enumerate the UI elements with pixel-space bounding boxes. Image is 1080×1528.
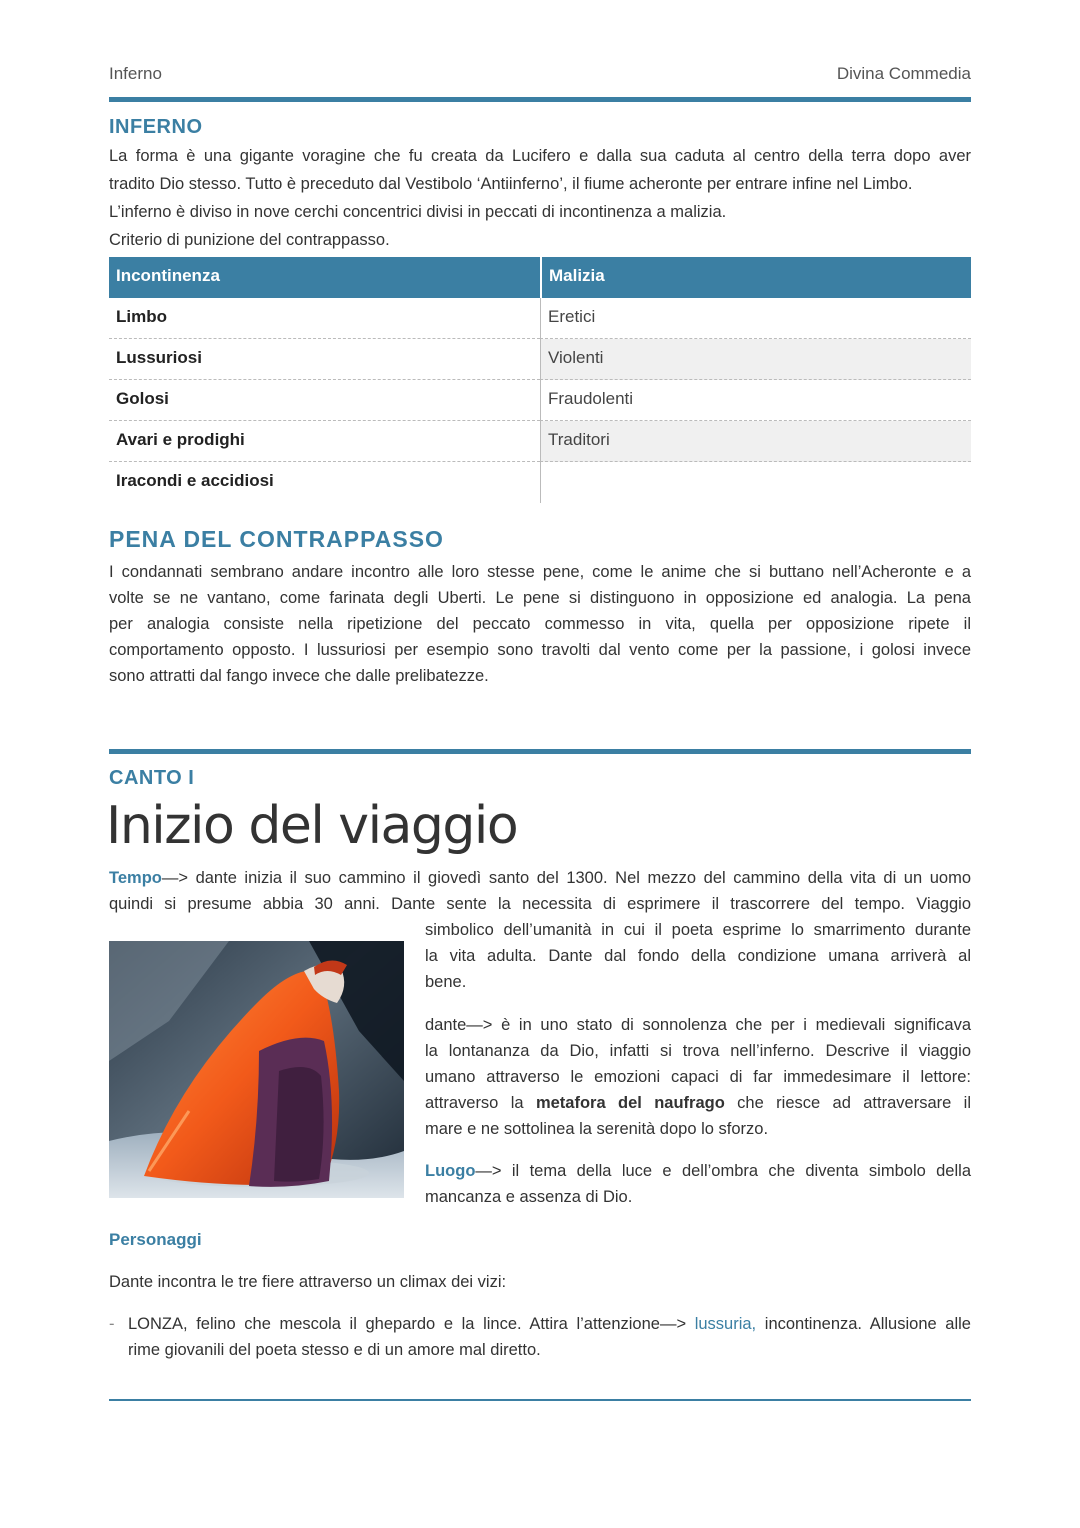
lonza-arrow: —> [659, 1315, 687, 1333]
section-rule [109, 749, 971, 754]
dante-label: dante [425, 1016, 467, 1034]
tempo-side-line: simbolico dell’umanità in cui il poeta esprime lo smarrimento durante [425, 921, 971, 939]
dante-arrow: —> [466, 1016, 493, 1034]
luogo-arrow: —> [475, 1162, 502, 1180]
inferno-line: Criterio di punizione del contrappasso. [109, 231, 390, 249]
luogo-line [425, 1158, 971, 1184]
footer-rule [109, 1399, 971, 1401]
table-cell: Golosi [109, 380, 540, 421]
tempo-side-text [425, 917, 971, 995]
table-cell: Violenti [540, 339, 971, 380]
luogo-side-text [425, 1158, 971, 1210]
header-rule [109, 97, 971, 102]
canto-label: CANTO I [109, 767, 195, 789]
table-cell: Fraudolenti [540, 380, 971, 421]
dante-figure-image [109, 941, 404, 1198]
personaggi-intro: Dante incontra le tre fiere attraverso un climax dei vizi: [109, 1273, 507, 1291]
dante-line [425, 1090, 971, 1116]
inferno-line: La forma è una gigante voragine che fu creata da Lucifero e dalla sua caduta al centro della terra dopo aver [109, 147, 971, 165]
luogo-label: Luogo [425, 1162, 476, 1180]
tempo-side-line: bene. [425, 973, 467, 991]
dante-text-part: attraverso la [425, 1094, 536, 1112]
tempo-paragraph [109, 865, 971, 917]
pena-paragraph [109, 559, 971, 689]
pena-heading: PENA DEL CONTRAPPASSO [109, 526, 444, 552]
metafora-bold: metafora del naufrago [535, 1094, 725, 1112]
tempo-arrow: —> [161, 869, 189, 887]
tempo-line [109, 865, 971, 891]
dante-illustration [109, 941, 404, 1198]
table-cell [540, 462, 971, 503]
page-header [109, 64, 971, 88]
lonza-text: LONZA, felino che mescola il ghepardo e la lince. Attira l’attenzione [128, 1315, 660, 1333]
canto-title: Inizio del viaggio [106, 796, 518, 856]
luogo-text: il tema della luce e dell’ombra che diventa simbolo della [501, 1162, 971, 1180]
dante-line: umano attraverso le emozioni capaci di far immedesimare il lettore: [425, 1068, 971, 1086]
table-row [109, 339, 971, 380]
table-row [109, 380, 971, 421]
lonza-line [128, 1311, 971, 1337]
pena-line: comportamento opposto. I lussuriosi per esempio sono travolti dal vento come per la passione, i golosi invece [109, 641, 971, 659]
inferno-heading: INFERNO [109, 116, 203, 138]
luogo-line: mancanza e assenza di Dio. [425, 1188, 633, 1206]
table-row [109, 462, 971, 503]
bullet-dash: - [109, 1315, 115, 1333]
tempo-side-line: la vita adulta. Dante dal fondo della condizione umana arriverà al [425, 947, 971, 965]
peccati-table [109, 257, 971, 503]
lonza-line: rime giovanili del poeta stesso e di un amore mal diretto. [128, 1341, 541, 1359]
table-header-malizia: Malizia [540, 257, 971, 298]
lonza-bullet [109, 1311, 971, 1363]
table-cell: Avari e prodighi [109, 421, 540, 462]
lonza-text: incontinenza. Allusione alle [756, 1315, 971, 1333]
inferno-paragraph [109, 142, 971, 254]
lussuria-link[interactable]: lussuria, [694, 1315, 757, 1333]
dante-line [425, 1012, 971, 1038]
dante-text-part: che riesce ad attraversare il [724, 1094, 971, 1112]
table-header [109, 257, 971, 298]
table-cell: Iracondi e accidiosi [116, 471, 274, 490]
table-cell: Limbo [109, 298, 540, 339]
header-right-title: Divina Commedia [836, 64, 971, 83]
dante-side-text [425, 1012, 971, 1142]
table-cell: Lussuriosi [109, 339, 540, 380]
inferno-line: tradito Dio stesso. Tutto è preceduto dal Vestibolo ‘Antiinferno’, il fiume acheronte per entrare infine nel Limbo. [109, 175, 913, 193]
dante-line: mare e ne sottolinea la serenità dopo lo sforzo. [425, 1120, 769, 1138]
header-left-title: Inferno [109, 64, 162, 83]
tempo-text: dante inizia il suo cammino il giovedì santo del 1300. Nel mezzo del cammino della vita di un uomo [188, 869, 971, 887]
table-header-incontinenza: Incontinenza [116, 266, 220, 285]
pena-line: sono attratti dal fango invece che dalle prelibatezze. [109, 667, 489, 685]
pena-line: I condannati sembrano andare incontro alle loro stesse pene, come le anime che si buttano nell’Acheronte e a [109, 563, 971, 581]
inferno-line: L’inferno è diviso in nove cerchi concentrici divisi in peccati di incontinenza a malizia. [109, 203, 727, 221]
table-row [109, 298, 971, 339]
table-cell: Traditori [540, 421, 971, 462]
pena-line: per analogia consiste nella ripetizione del peccato commesso in vita, quella per opposizione ripete il [109, 615, 971, 633]
table-row [109, 421, 971, 462]
tempo-label: Tempo [109, 869, 162, 887]
tempo-line: quindi si presume abbia 30 anni. Dante sente la necessita di esprimere il trascorrere del tempo. Viaggio [109, 895, 971, 913]
pena-line: volte se ne vantano, come farinata degli Uberti. Le pene si distinguono in opposizione ed analogia. La pena [109, 589, 971, 607]
dante-text: è in uno stato di sonnolenza che per i medievali significava [492, 1016, 971, 1034]
dante-line: la lontananza da Dio, infatti si trova nell’inferno. Descrive il viaggio [425, 1042, 971, 1060]
personaggi-heading: Personaggi [109, 1230, 202, 1249]
table-cell: Eretici [540, 298, 971, 339]
